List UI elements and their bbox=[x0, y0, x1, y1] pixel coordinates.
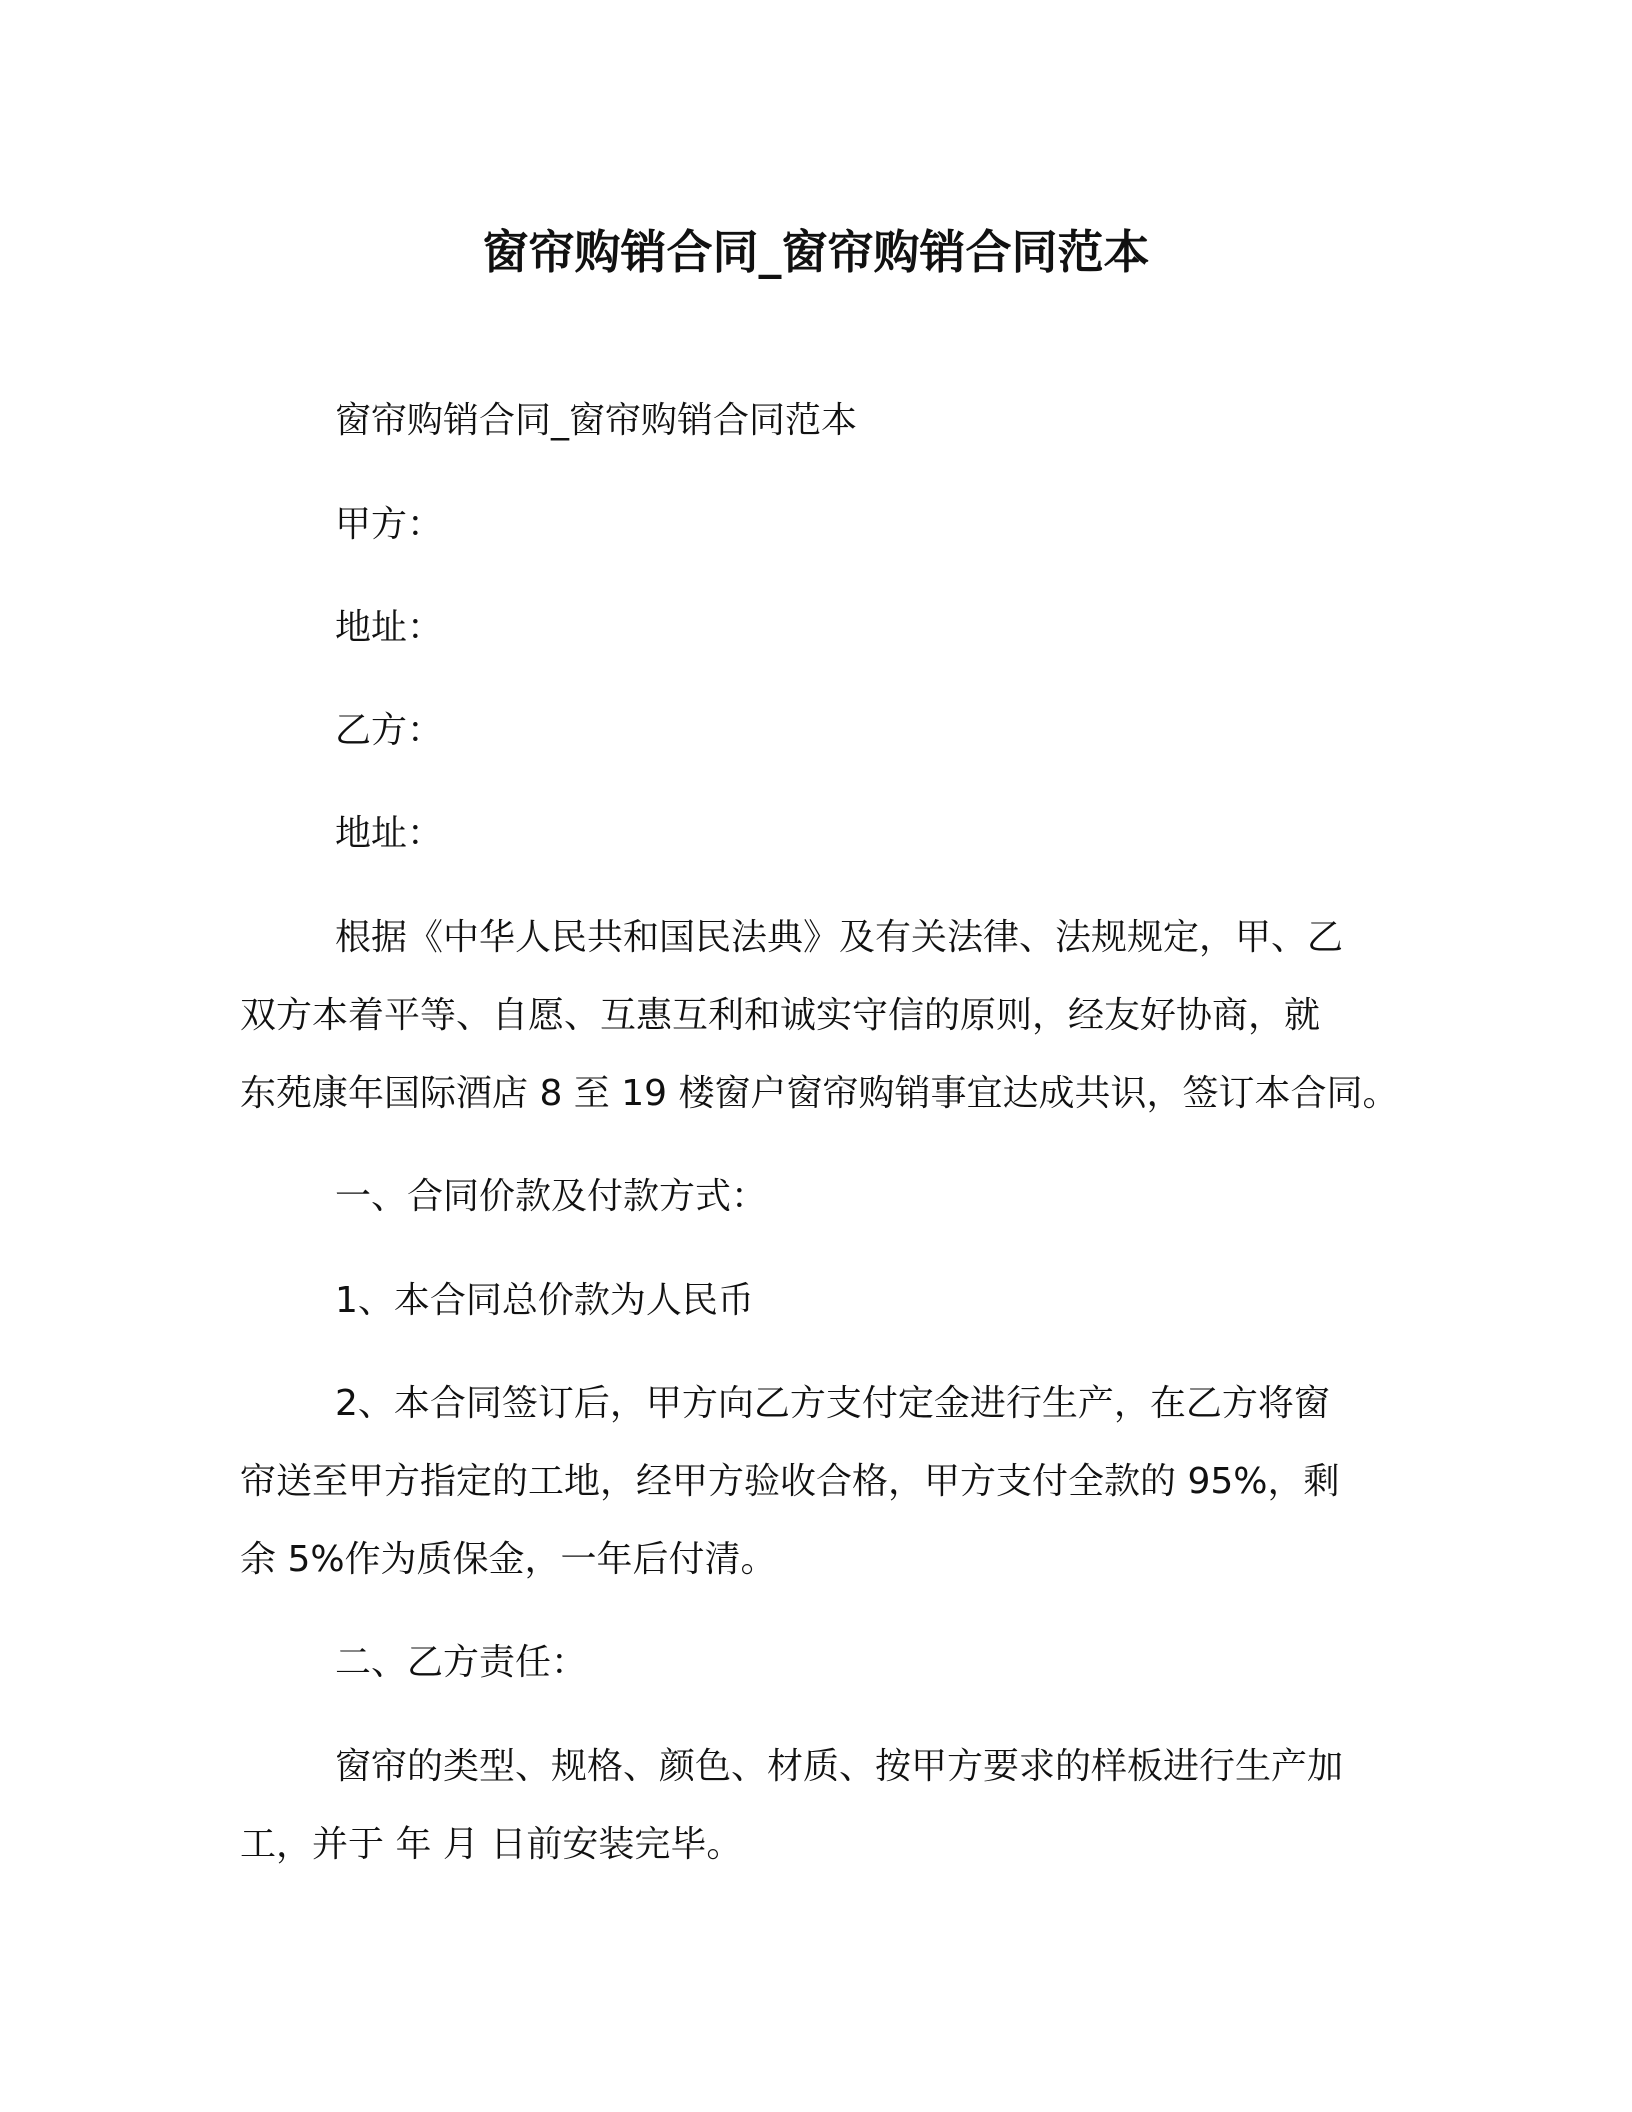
clause-2-line-2: 工，并于 年 月 日前安装完毕。 bbox=[240, 1824, 743, 1865]
page-title: 窗帘购销合同_窗帘购销合同范本 bbox=[482, 225, 1150, 279]
section-1-heading: 一、合同价款及付款方式： bbox=[335, 1176, 768, 1217]
preamble-line-3: 东苑康年国际酒店 8 至 19 楼窗户窗帘购销事宜达成共识，签订本合同。 bbox=[240, 1073, 1399, 1114]
clause-2-line-1: 窗帘的类型、规格、颜色、材质、按甲方要求的样板进行生产加 bbox=[335, 1746, 1344, 1787]
clause-1-1: 1、本合同总价款为人民币 bbox=[335, 1280, 754, 1321]
party-b-label: 乙方： bbox=[335, 710, 444, 751]
party-a-label: 甲方： bbox=[335, 504, 444, 545]
clause-1-2-line-1: 2、本合同签订后，甲方向乙方支付定金进行生产，在乙方将窗 bbox=[335, 1383, 1330, 1424]
preamble-line-2: 双方本着平等、自愿、互惠互利和诚实守信的原则，经友好协商，就 bbox=[240, 995, 1321, 1036]
document-subtitle: 窗帘购销合同_窗帘购销合同范本 bbox=[335, 400, 858, 441]
preamble-line-1: 根据《中华人民共和国民法典》及有关法律、法规规定，甲、乙 bbox=[335, 917, 1344, 958]
section-2-heading: 二、乙方责任： bbox=[335, 1642, 588, 1683]
party-a-address-label: 地址： bbox=[335, 607, 444, 648]
clause-1-2-line-3: 余 5%作为质保金，一年后付清。 bbox=[240, 1539, 777, 1580]
party-b-address-label: 地址： bbox=[335, 813, 444, 854]
clause-1-2-line-2: 帘送至甲方指定的工地，经甲方验收合格，甲方支付全款的 95%，剩 bbox=[240, 1461, 1340, 1502]
